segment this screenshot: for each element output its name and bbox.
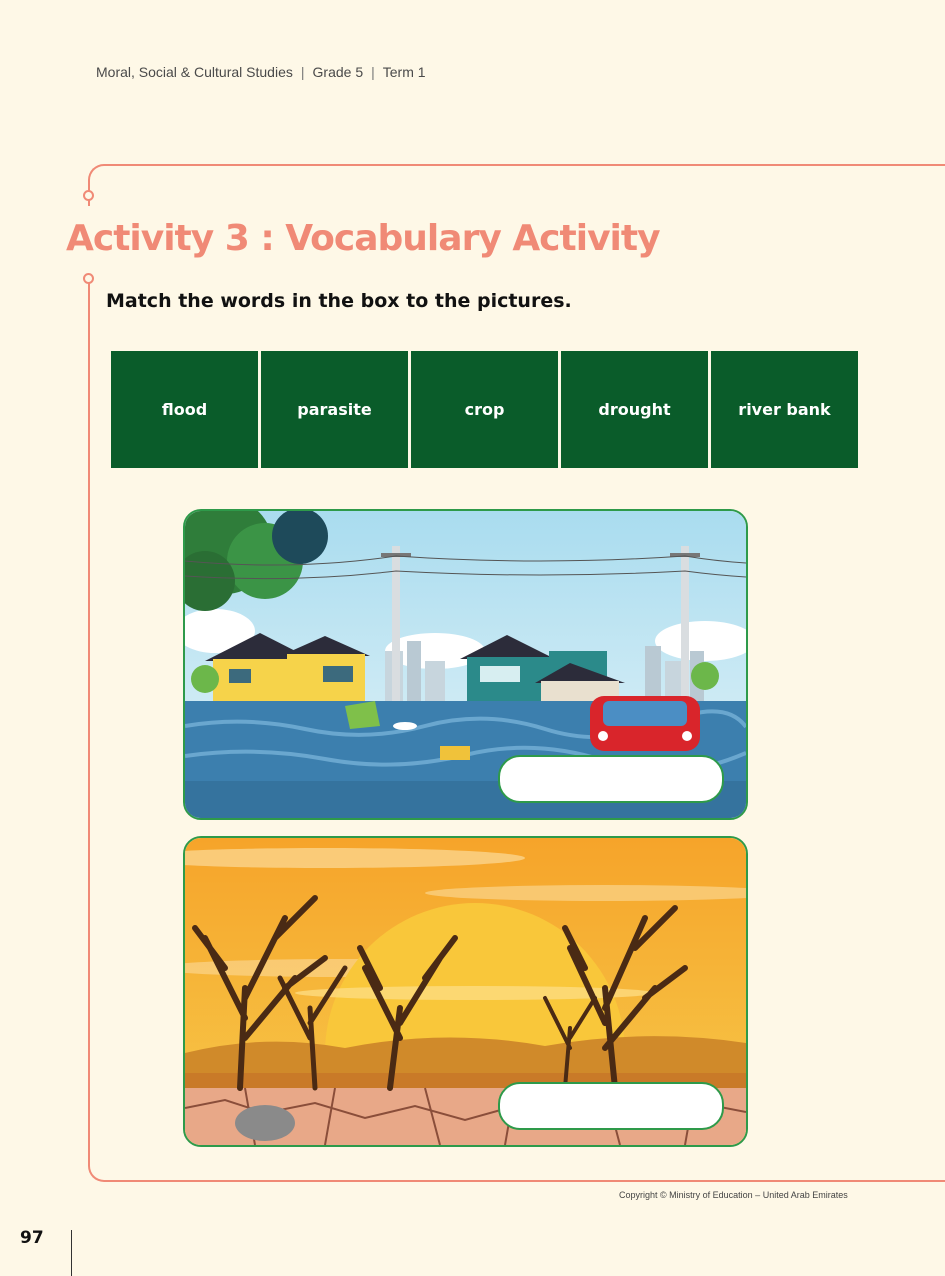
subject-label: Moral, Social & Cultural Studies xyxy=(96,64,293,80)
frame-dot xyxy=(83,190,94,201)
page-number: 97 xyxy=(20,1228,44,1248)
copyright-notice: Copyright © Ministry of Education – United Arab Emirates xyxy=(619,1190,848,1200)
instruction-text: Match the words in the box to the pictures. xyxy=(106,290,572,312)
grade-label: Grade 5 xyxy=(312,64,364,80)
running-header xyxy=(96,64,426,80)
frame-top-border xyxy=(88,164,945,206)
separator: | xyxy=(371,64,375,80)
word-crop[interactable]: crop xyxy=(411,351,558,468)
word-parasite[interactable]: parasite xyxy=(261,351,408,468)
separator: | xyxy=(300,64,305,80)
flood-answer-box[interactable] xyxy=(498,755,724,803)
frame-dot xyxy=(83,273,94,284)
activity-title: Activity 3 : Vocabulary Activity xyxy=(66,218,660,259)
drought-answer-box[interactable] xyxy=(498,1082,724,1130)
page-number-rule xyxy=(71,1230,72,1276)
word-flood[interactable]: flood xyxy=(111,351,258,468)
term-label: Term 1 xyxy=(382,64,426,80)
word-box xyxy=(111,351,858,468)
word-river-bank[interactable]: river bank xyxy=(711,351,858,468)
word-drought[interactable]: drought xyxy=(561,351,708,468)
